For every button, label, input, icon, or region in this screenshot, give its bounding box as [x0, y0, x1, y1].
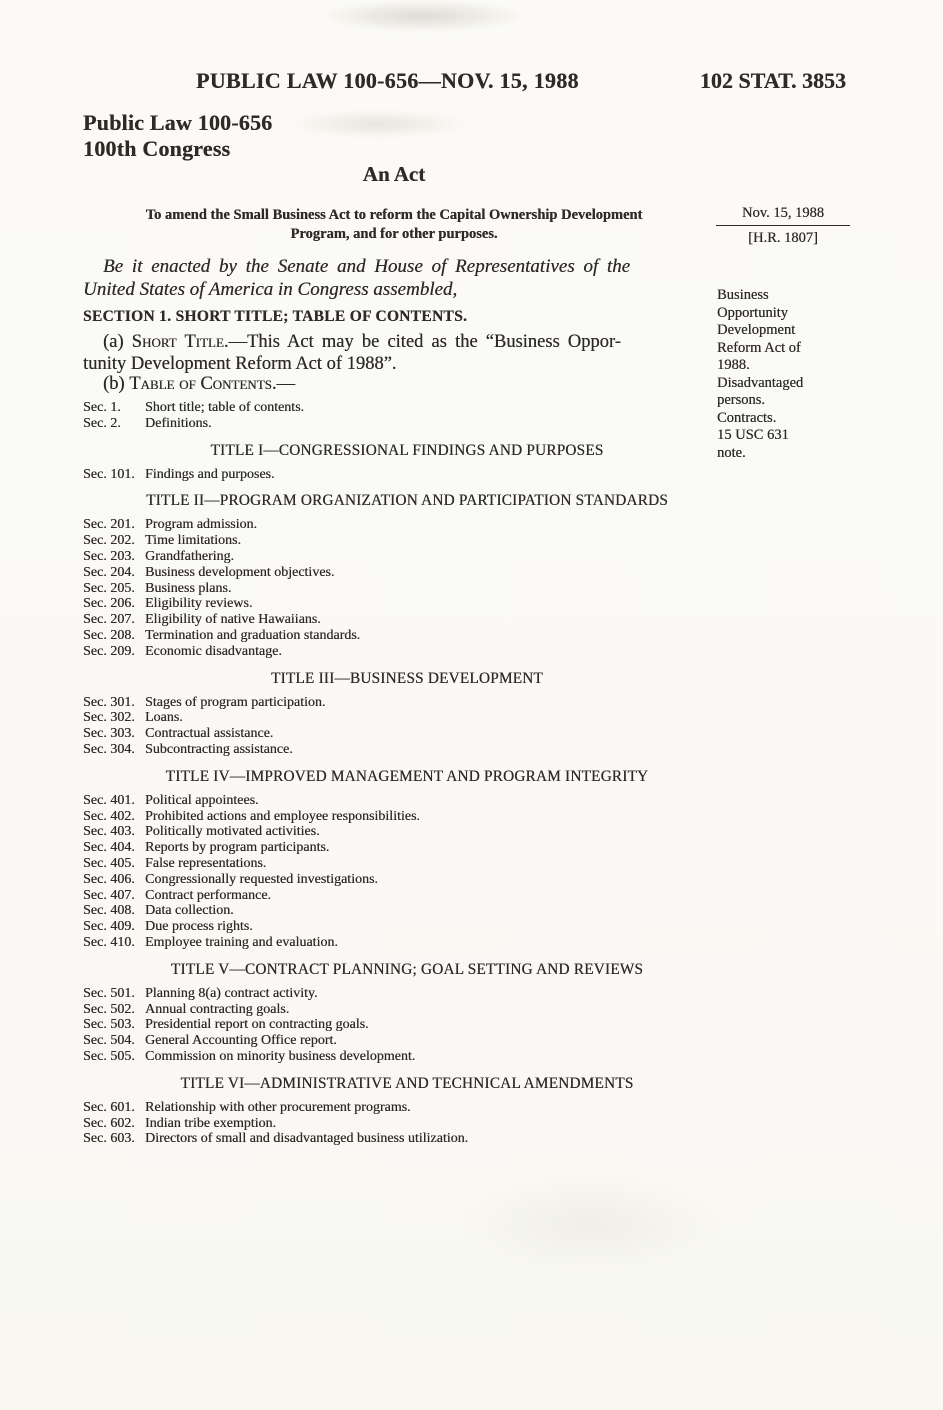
toc-entry-number: Sec. 603. [83, 1131, 135, 1147]
toc-entry-number: Sec. 205. [83, 580, 135, 596]
margin-note-line: note. [717, 444, 746, 461]
bill-number: [H.R. 1807] [748, 230, 818, 246]
toc-entry-number: Sec. 403. [83, 824, 135, 840]
toc-entry-label: Annual contracting goals. [145, 1001, 290, 1017]
subsection-smallcaps: Table of Contents [129, 374, 272, 394]
toc-entry-number: Sec. 202. [83, 533, 135, 549]
toc-entry [83, 824, 731, 840]
toc-entry-number: Sec. 101. [83, 466, 135, 482]
toc-entry [83, 809, 731, 825]
toc-entry [83, 596, 731, 612]
toc-entry [83, 919, 731, 935]
toc-entry [83, 1017, 731, 1033]
toc-entry-label: Business plans. [145, 580, 232, 596]
toc-entry-number: Sec. 2. [83, 415, 121, 431]
margin-note-line: Reform Act of [717, 339, 801, 356]
toc-entry [83, 710, 731, 726]
toc-entry [83, 1100, 731, 1116]
toc-entry-label: Indian tribe exemption. [145, 1115, 277, 1131]
margin-note-line: 1988. [717, 357, 750, 373]
margin-note-line: Opportunity [717, 304, 788, 321]
toc-entry [83, 467, 731, 483]
toc-entry-number: Sec. 209. [83, 643, 135, 659]
scan-smudge [318, 0, 528, 32]
toc-entry-label: Reports by program participants. [145, 840, 330, 856]
scan-smudge [460, 1175, 720, 1275]
toc-entry-label: Business development objectives. [145, 564, 335, 580]
subsection-a-line: tunity Development Reform Act of 1988”. [83, 353, 397, 374]
toc-entry-number: Sec. 208. [83, 627, 135, 643]
margin-notes [717, 287, 869, 462]
toc-entry [83, 644, 731, 660]
subsection-label: (b) [103, 374, 130, 394]
toc-entry [83, 888, 731, 904]
toc-entry [83, 872, 731, 888]
toc-entry-label: Politically motivated activities. [145, 824, 320, 840]
toc-entry-label: Loans. [145, 710, 183, 726]
toc-title-group [83, 671, 731, 758]
statute-page-number: 102 STAT. 3853 [699, 68, 846, 93]
toc-entry-label: Employee training and evaluation. [145, 934, 338, 950]
congress-number: 100th Congress [83, 136, 231, 161]
toc-entry [83, 581, 731, 597]
toc-entry [83, 400, 731, 416]
toc-entry [83, 793, 731, 809]
toc-entry-label: False representations. [145, 855, 267, 871]
toc-entry-number: Sec. 505. [83, 1048, 135, 1064]
toc-entry-number: Sec. 401. [83, 792, 135, 808]
enactment-date-block [716, 204, 850, 247]
toc-entry-label: Economic disadvantage. [145, 643, 282, 659]
subsection-text: .—This Act may be cited as the “Business Oppor- [223, 332, 621, 352]
margin-note-line: Development [717, 322, 796, 338]
toc-entry-number: Sec. 302. [83, 710, 135, 726]
toc-entry [83, 612, 731, 628]
toc-entry-number: Sec. 203. [83, 548, 135, 564]
toc-entry-label: Directors of small and disadvantaged business utilization. [145, 1131, 469, 1147]
enacting-clause-line: United States of America in Congress assembled, [83, 278, 458, 300]
toc-entry [83, 856, 731, 872]
toc-entry-label: Political appointees. [145, 792, 259, 808]
toc-entry-number: Sec. 1. [83, 400, 121, 415]
toc-title-heading: TITLE IV—IMPROVED MANAGEMENT AND PROGRAM INTEGRITY [165, 767, 649, 785]
toc-entry-number: Sec. 501. [83, 985, 135, 1001]
toc-entry-number: Sec. 504. [83, 1033, 135, 1049]
toc-entry [83, 726, 731, 742]
toc-title-group [83, 493, 731, 659]
margin-note-line: 15 USC 631 [717, 427, 789, 443]
toc-entry-label: Eligibility of native Hawaiians. [145, 612, 321, 628]
enacting-clause-line: Be it enacted by the Senate and House of Representatives of the [103, 256, 631, 277]
toc-entry-number: Sec. 409. [83, 919, 135, 935]
toc-entry-label: Stages of program participation. [145, 694, 326, 710]
subsection-a-line [83, 332, 713, 354]
toc-entry [83, 1131, 731, 1147]
enacting-clause [83, 256, 709, 301]
toc-entry-label: General Accounting Office report. [145, 1033, 337, 1049]
toc-entry-number: Sec. 207. [83, 612, 135, 628]
toc-entry [83, 986, 731, 1002]
toc-entry-number: Sec. 601. [83, 1099, 135, 1115]
subsection-b-table-of-contents [83, 374, 713, 395]
enactment-date: Nov. 15, 1988 [716, 204, 850, 226]
toc-entry-number: Sec. 406. [83, 871, 135, 887]
toc-entry-label: Contract performance. [145, 887, 271, 903]
toc-title-items [83, 986, 731, 1065]
margin-note-line: Contracts. [717, 409, 777, 426]
toc-entry [83, 742, 731, 758]
toc-entry [83, 1049, 731, 1065]
toc-entry [83, 935, 731, 951]
toc-title-heading: TITLE I—CONGRESSIONAL FINDINGS AND PURPOSES [210, 441, 604, 459]
toc-entry-label: Short title; table of contents. [145, 400, 305, 415]
toc-entry-number: Sec. 405. [83, 855, 135, 871]
toc-title-heading: TITLE VI—ADMINISTRATIVE AND TECHNICAL AMENDMENTS [180, 1074, 634, 1092]
toc-entry [83, 695, 731, 711]
toc-entry-number: Sec. 407. [83, 887, 135, 903]
subsection-a-short-title [83, 332, 713, 375]
toc-entry-number: Sec. 301. [83, 694, 135, 710]
margin-note-line: Disadvantaged [717, 374, 804, 391]
toc-entry [83, 840, 731, 856]
toc-entry-label: Definitions. [145, 415, 212, 431]
toc-title-group [83, 443, 731, 483]
toc-entry-label: Contractual assistance. [145, 726, 274, 742]
toc-entry [83, 549, 731, 565]
toc-entry-number: Sec. 204. [83, 564, 135, 580]
subsection-text: .— [271, 374, 295, 394]
toc-entry [83, 1002, 731, 1018]
toc-entry [83, 1116, 731, 1132]
toc-entry [83, 565, 731, 581]
toc-entry-number: Sec. 404. [83, 840, 135, 856]
toc-entry-label: Grandfathering. [145, 548, 235, 564]
toc-title-heading: TITLE II—PROGRAM ORGANIZATION AND PARTICIPATION STANDARDS [146, 492, 668, 510]
scan-smudge [288, 110, 468, 138]
toc-entry-number: Sec. 201. [83, 517, 135, 533]
toc-title-items [83, 467, 731, 483]
toc-entry-label: Program admission. [145, 517, 257, 533]
toc-title-groups [83, 443, 731, 1148]
subsection-smallcaps: Short Title [131, 332, 224, 352]
toc-title-items [83, 1100, 731, 1147]
toc-title-heading: TITLE III—BUSINESS DEVELOPMENT [271, 669, 543, 687]
toc-title-group [83, 962, 731, 1065]
toc-entry-number: Sec. 410. [83, 934, 135, 950]
toc-entry-label: Termination and graduation standards. [145, 627, 361, 643]
table-of-contents [83, 400, 731, 1147]
toc-title-heading: TITLE V—CONTRACT PLANNING; GOAL SETTING AND REVIEWS [170, 960, 644, 978]
toc-entry-number: Sec. 304. [83, 741, 135, 757]
act-purpose [83, 206, 705, 243]
toc-entry-label: Relationship with other procurement programs. [145, 1099, 411, 1115]
act-purpose-line: Program, and for other purposes. [290, 225, 498, 242]
toc-entry [83, 1033, 731, 1049]
toc-entry-label: Congressionally requested investigations. [145, 871, 378, 887]
toc-entry [83, 903, 731, 919]
toc-title-group [83, 769, 731, 951]
toc-entry-label: Prohibited actions and employee responsibilities. [145, 808, 420, 824]
toc-entry-label: Subcontracting assistance. [145, 741, 293, 757]
toc-entry-label: Planning 8(a) contract activity. [145, 985, 318, 1001]
toc-entry-number: Sec. 402. [83, 808, 135, 824]
toc-front-items [83, 400, 731, 432]
toc-entry [83, 628, 731, 644]
toc-entry-label: Time limitations. [145, 533, 241, 549]
toc-entry-label: Due process rights. [145, 919, 253, 935]
running-header: PUBLIC LAW 100-656—NOV. 15, 1988 [196, 68, 579, 93]
section-1-heading: SECTION 1. SHORT TITLE; TABLE OF CONTENTS. [83, 308, 468, 325]
toc-entry-label: Data collection. [145, 903, 234, 919]
toc-entry-label: Eligibility reviews. [145, 596, 253, 612]
toc-entry-number: Sec. 602. [83, 1115, 135, 1131]
toc-entry-number: Sec. 206. [83, 596, 135, 612]
toc-title-group [83, 1076, 731, 1147]
toc-entry [83, 517, 731, 533]
toc-entry-label: Commission on minority business development. [145, 1048, 416, 1064]
toc-title-items [83, 695, 731, 758]
toc-entry-label: Findings and purposes. [145, 466, 275, 482]
toc-entry [83, 416, 731, 432]
toc-title-items [83, 517, 731, 659]
toc-title-items [83, 793, 731, 951]
margin-note-line: persons. [717, 392, 765, 408]
toc-entry-number: Sec. 303. [83, 726, 135, 742]
subsection-label: (a) [103, 332, 132, 352]
toc-entry-number: Sec. 408. [83, 903, 135, 919]
margin-note-line: Business [717, 287, 769, 303]
toc-entry-number: Sec. 503. [83, 1017, 135, 1033]
toc-entry [83, 533, 731, 549]
public-law-number: Public Law 100-656 [83, 110, 273, 135]
act-title: An Act [362, 162, 426, 186]
toc-entry-number: Sec. 502. [83, 1001, 135, 1017]
law-identifier [83, 110, 272, 162]
toc-entry-label: Presidential report on contracting goals. [145, 1017, 369, 1033]
act-purpose-line: To amend the Small Business Act to reform the Capital Ownership Development [145, 207, 643, 223]
